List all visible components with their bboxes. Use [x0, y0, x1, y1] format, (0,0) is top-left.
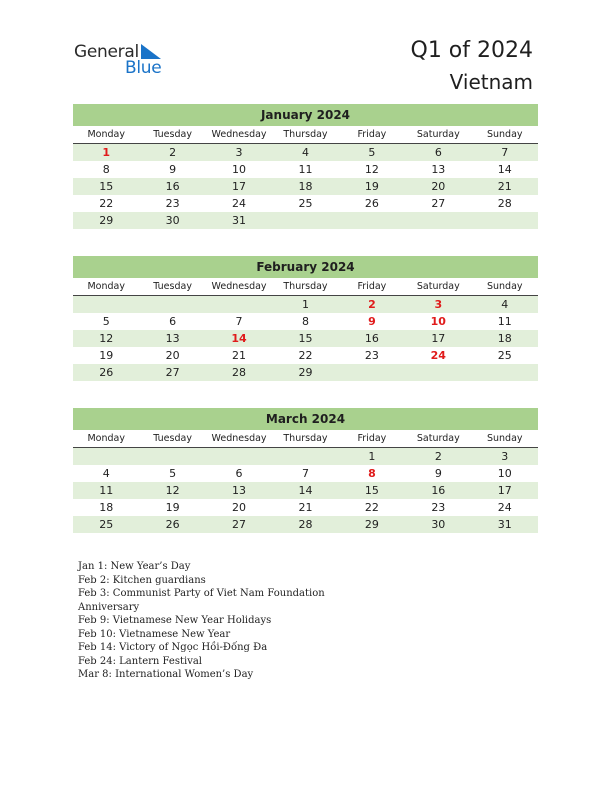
weekday-label: Thursday — [283, 281, 328, 292]
day-cell: 26 — [165, 518, 180, 531]
day-cell: 11 — [298, 163, 313, 176]
day-cell: 25 — [497, 349, 512, 362]
day-cell: 29 — [364, 518, 379, 531]
day-cell-holiday: 3 — [434, 298, 443, 311]
day-cell: 25 — [298, 197, 313, 210]
brand-logo — [74, 42, 184, 78]
weekday-header-row — [73, 126, 538, 144]
day-cell: 17 — [431, 332, 446, 345]
week-row — [73, 296, 538, 313]
day-cell: 23 — [165, 197, 180, 210]
day-cell-holiday: 14 — [231, 332, 247, 345]
day-cell: 22 — [364, 501, 379, 514]
day-cell: 15 — [298, 332, 313, 345]
day-cell-holiday: 10 — [430, 315, 446, 328]
day-cell: 27 — [431, 197, 446, 210]
day-cell: 24 — [232, 197, 247, 210]
weekday-label: Friday — [357, 129, 387, 140]
month-title: February 2024 — [73, 256, 538, 278]
day-cell — [339, 364, 405, 381]
day-cell: 28 — [497, 197, 512, 210]
day-cell: 4 — [301, 146, 309, 159]
weekday-label: Saturday — [416, 281, 460, 292]
weekday-label: Tuesday — [153, 433, 192, 444]
week-row — [73, 347, 538, 364]
day-cell: 16 — [165, 180, 180, 193]
day-cell: 23 — [364, 349, 379, 362]
weekday-label: Wednesday — [211, 129, 267, 140]
day-cell: 27 — [232, 518, 247, 531]
day-cell: 5 — [368, 146, 376, 159]
day-cell: 10 — [232, 163, 247, 176]
week-row — [73, 144, 538, 161]
day-cell-holiday: 9 — [368, 315, 376, 328]
day-cell: 30 — [431, 518, 446, 531]
day-cell: 24 — [497, 501, 512, 514]
day-cell: 23 — [431, 501, 446, 514]
day-cell: 11 — [497, 315, 512, 328]
day-cell: 18 — [497, 332, 512, 345]
weekday-label: Monday — [87, 433, 125, 444]
day-cell: 1 — [368, 450, 376, 463]
day-cell — [405, 212, 471, 229]
day-cell — [73, 448, 139, 465]
weekday-label: Thursday — [283, 433, 328, 444]
day-cell: 29 — [298, 366, 313, 379]
day-cell: 6 — [235, 467, 243, 480]
day-cell-holiday: 2 — [368, 298, 376, 311]
day-cell: 19 — [165, 501, 180, 514]
holiday-note: Feb 24: Lantern Festival — [78, 655, 203, 667]
day-cell — [405, 364, 471, 381]
day-cell: 17 — [497, 484, 512, 497]
day-cell: 4 — [102, 467, 110, 480]
day-cell: 11 — [99, 484, 114, 497]
day-cell — [206, 296, 272, 313]
day-cell: 30 — [165, 214, 180, 227]
day-cell: 28 — [232, 366, 247, 379]
holiday-notes — [78, 560, 378, 682]
day-cell — [272, 212, 338, 229]
day-cell: 18 — [298, 180, 313, 193]
holiday-note: Mar 8: International Women’s Day — [78, 669, 254, 680]
day-cell: 22 — [99, 197, 114, 210]
day-cell: 12 — [99, 332, 114, 345]
day-cell: 27 — [165, 366, 180, 379]
holiday-note: Feb 14: Victory of Ngọc Hồi-Đống Đa — [78, 642, 268, 653]
day-cell: 7 — [301, 467, 309, 480]
month-calendar-february — [73, 256, 538, 381]
brand-word-blue: Blue — [125, 58, 162, 78]
week-row — [73, 178, 538, 195]
day-cell: 10 — [497, 467, 512, 480]
day-cell: 28 — [298, 518, 313, 531]
day-cell: 2 — [169, 146, 177, 159]
week-row — [73, 313, 538, 330]
week-row — [73, 195, 538, 212]
day-cell: 20 — [165, 349, 180, 362]
day-cell-holiday: 1 — [102, 146, 111, 159]
month-calendar-march — [73, 408, 538, 533]
day-cell: 8 — [102, 163, 110, 176]
day-cell: 12 — [364, 163, 379, 176]
weekday-label: Wednesday — [211, 281, 267, 292]
day-cell: 4 — [501, 298, 509, 311]
weekday-label: Sunday — [486, 129, 523, 140]
day-cell — [139, 296, 205, 313]
weekday-header-row — [73, 430, 538, 448]
day-cell: 13 — [232, 484, 247, 497]
day-cell: 9 — [434, 467, 442, 480]
day-cell: 21 — [298, 501, 313, 514]
day-cell: 21 — [497, 180, 512, 193]
weekday-label: Sunday — [486, 433, 523, 444]
holiday-note: Feb 3: Communist Party of Viet Nam Foundation Anniversary — [78, 588, 325, 613]
week-row — [73, 364, 538, 381]
day-cell — [339, 212, 405, 229]
day-cell: 31 — [497, 518, 512, 531]
day-cell: 26 — [364, 197, 379, 210]
day-cell: 17 — [232, 180, 247, 193]
day-cell — [73, 296, 139, 313]
weekday-label: Saturday — [416, 433, 460, 444]
day-cell: 13 — [431, 163, 446, 176]
weekday-label: Wednesday — [211, 433, 267, 444]
day-cell — [472, 364, 538, 381]
weekday-label: Friday — [357, 281, 387, 292]
day-cell-holiday: 24 — [430, 349, 446, 362]
week-row — [73, 212, 538, 229]
week-row — [73, 516, 538, 533]
day-cell: 29 — [99, 214, 114, 227]
week-row — [73, 465, 538, 482]
brand-word-general: General — [74, 42, 139, 62]
day-cell — [472, 212, 538, 229]
weekday-label: Monday — [87, 129, 125, 140]
month-title: January 2024 — [73, 104, 538, 126]
weekday-label: Saturday — [416, 129, 460, 140]
day-cell: 9 — [169, 163, 177, 176]
day-cell: 6 — [434, 146, 442, 159]
day-cell-holiday: 8 — [368, 467, 376, 480]
week-row — [73, 482, 538, 499]
weekday-label: Friday — [357, 433, 387, 444]
day-cell: 20 — [232, 501, 247, 514]
day-cell: 22 — [298, 349, 313, 362]
week-row — [73, 161, 538, 178]
day-cell: 5 — [102, 315, 110, 328]
day-cell: 6 — [169, 315, 177, 328]
week-row — [73, 330, 538, 347]
weekday-label: Thursday — [283, 129, 328, 140]
page-title: Q1 of 2024 — [410, 38, 533, 63]
day-cell: 3 — [235, 146, 243, 159]
day-cell: 15 — [364, 484, 379, 497]
day-cell: 16 — [364, 332, 379, 345]
day-cell: 26 — [99, 366, 114, 379]
day-cell — [206, 448, 272, 465]
weekday-label: Monday — [87, 281, 125, 292]
day-cell — [139, 448, 205, 465]
day-cell: 15 — [99, 180, 114, 193]
day-cell: 19 — [364, 180, 379, 193]
day-cell: 1 — [301, 298, 309, 311]
month-calendar-january — [73, 104, 538, 229]
day-cell: 7 — [501, 146, 509, 159]
day-cell: 14 — [298, 484, 313, 497]
day-cell: 7 — [235, 315, 243, 328]
day-cell: 2 — [434, 450, 442, 463]
day-cell: 25 — [99, 518, 114, 531]
day-cell — [272, 448, 338, 465]
day-cell: 16 — [431, 484, 446, 497]
week-row — [73, 448, 538, 465]
holiday-note: Feb 10: Vietnamese New Year — [78, 628, 231, 640]
weekday-header-row — [73, 278, 538, 296]
weekday-label: Tuesday — [153, 281, 192, 292]
day-cell: 18 — [99, 501, 114, 514]
day-cell: 12 — [165, 484, 180, 497]
day-cell: 3 — [501, 450, 509, 463]
holiday-note: Feb 2: Kitchen guardians — [78, 574, 206, 586]
flag-icon — [141, 44, 161, 59]
week-row — [73, 499, 538, 516]
day-cell: 8 — [301, 315, 309, 328]
day-cell: 21 — [232, 349, 247, 362]
holiday-note: Jan 1: New Year’s Day — [78, 561, 191, 572]
day-cell: 20 — [431, 180, 446, 193]
day-cell: 31 — [232, 214, 247, 227]
month-title: March 2024 — [73, 408, 538, 430]
weekday-label: Tuesday — [153, 129, 192, 140]
day-cell: 5 — [169, 467, 177, 480]
day-cell: 14 — [497, 163, 512, 176]
day-cell: 19 — [99, 349, 114, 362]
holiday-note: Feb 9: Vietnamese New Year Holidays — [78, 615, 272, 626]
day-cell: 13 — [165, 332, 180, 345]
weekday-label: Sunday — [486, 281, 523, 292]
country-name: Vietnam — [449, 70, 533, 94]
